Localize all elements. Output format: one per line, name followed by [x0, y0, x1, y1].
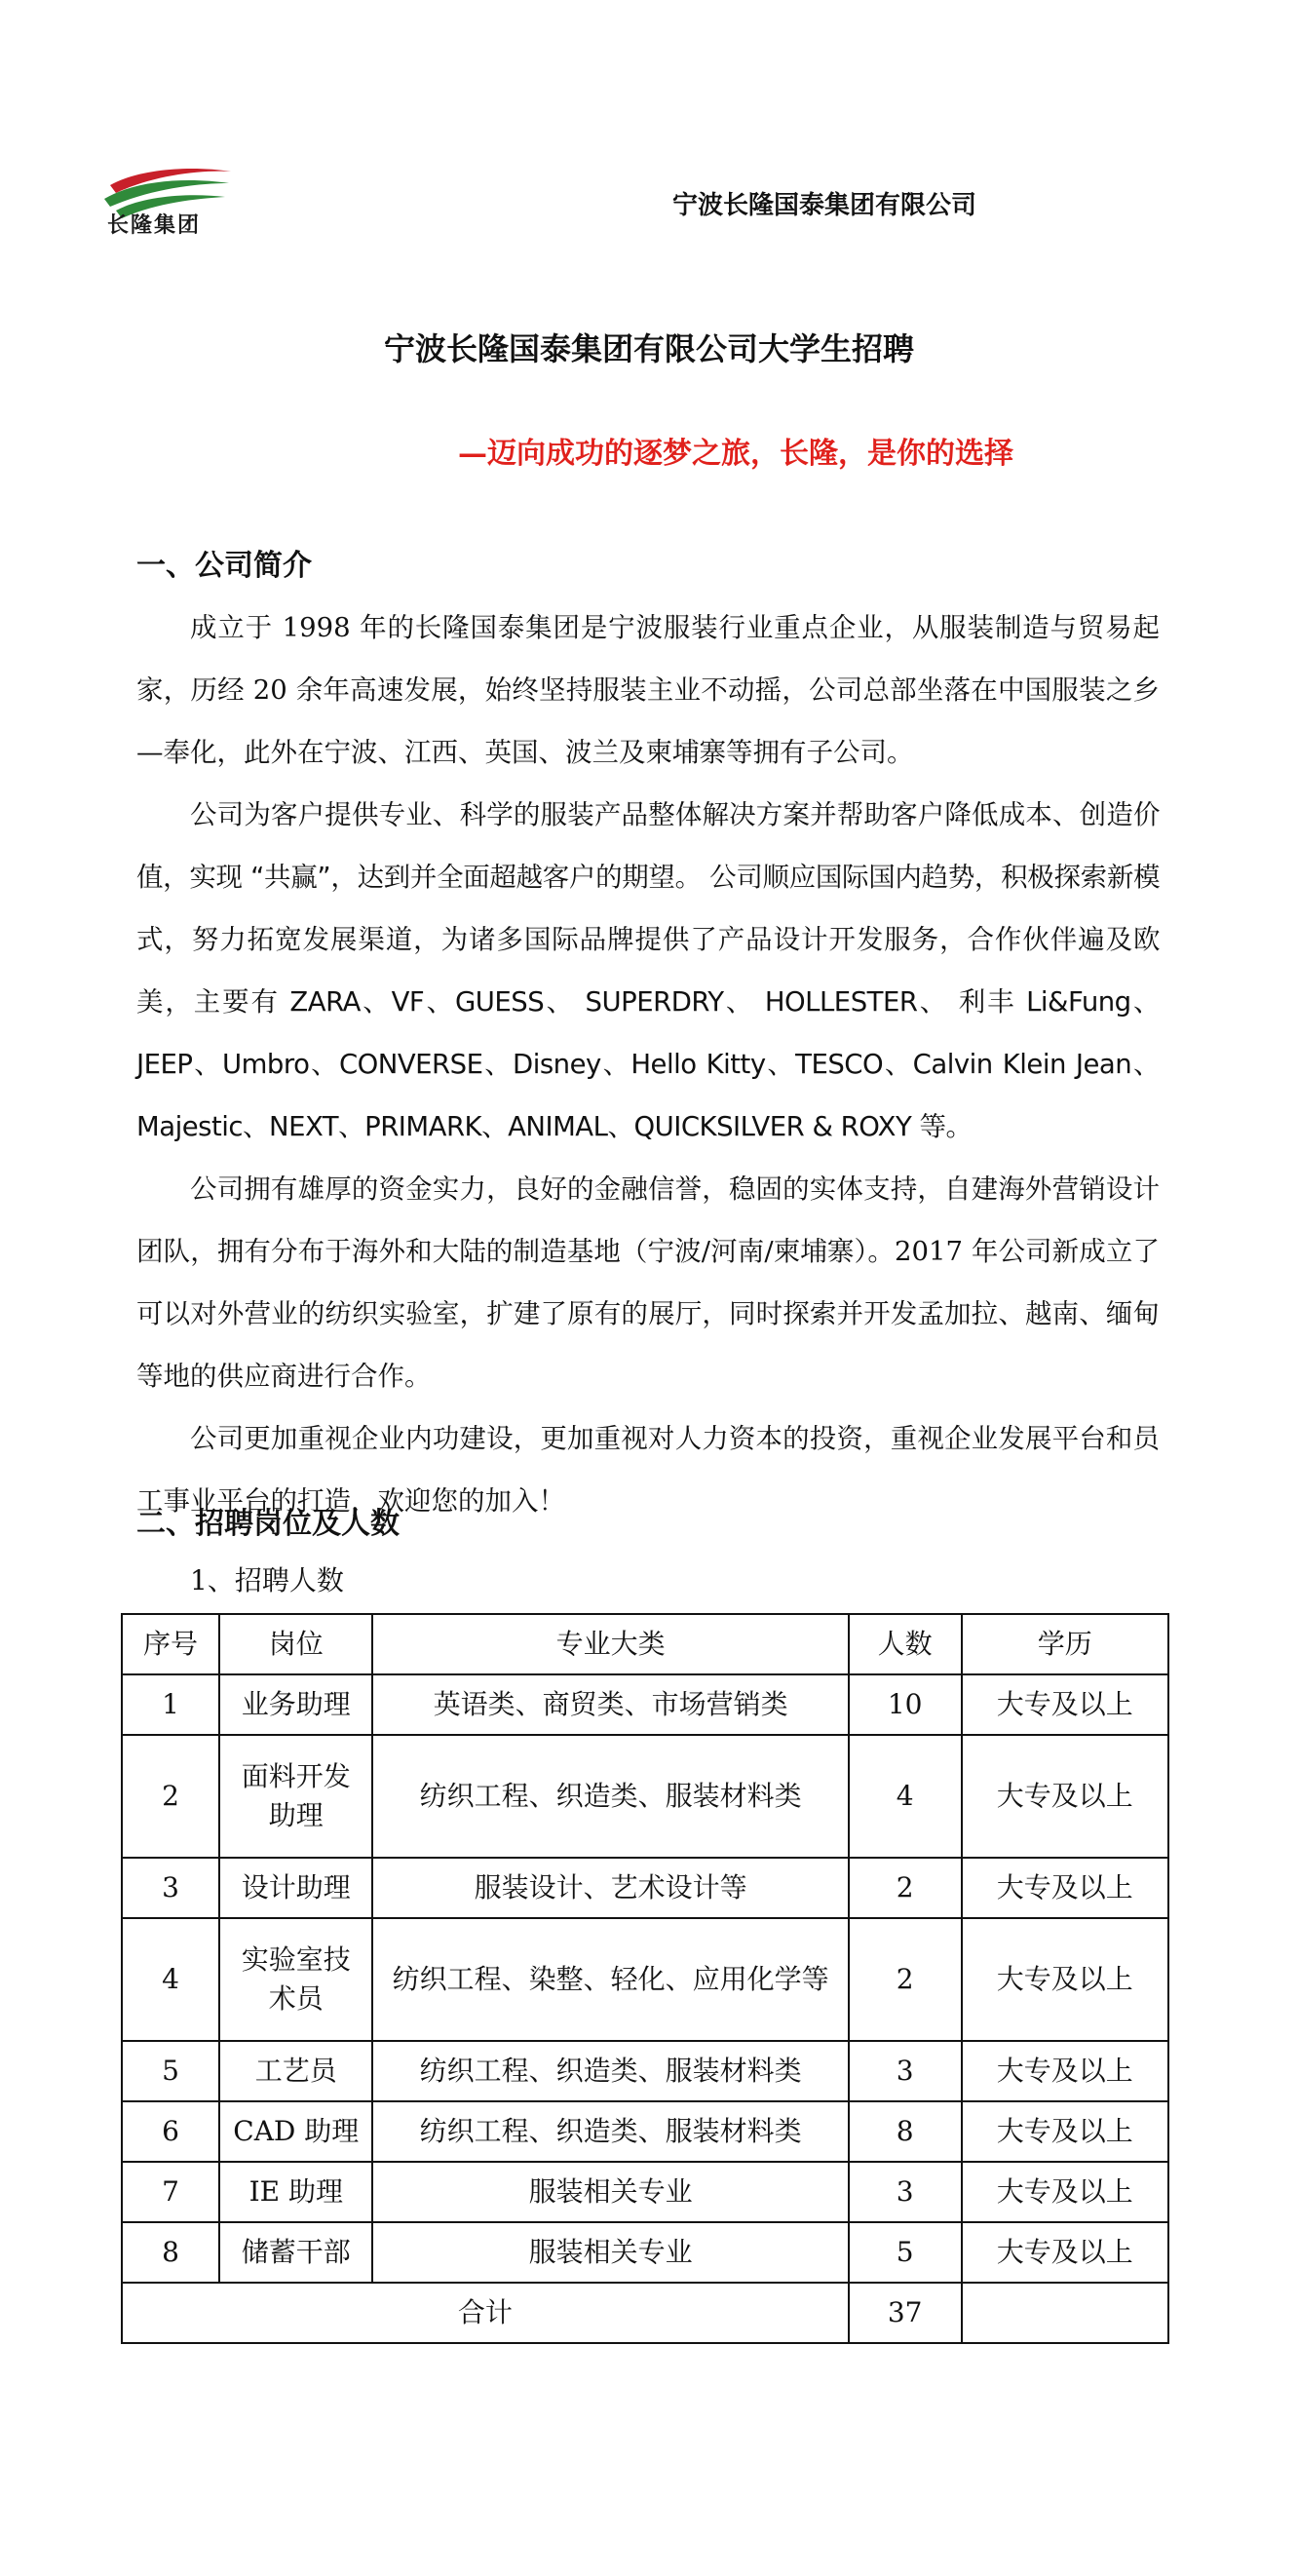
cell-education: 大专及以上 [962, 2101, 1168, 2162]
cell-no: 6 [122, 2101, 219, 2162]
header-count: 人数 [849, 1614, 962, 1674]
cell-count: 4 [849, 1735, 962, 1858]
section-heading-recruitment: 二、招聘岗位及人数 [136, 1507, 400, 1541]
intro-paragraph: 公司为客户提供专业、科学的服装产品整体解决方案并帮助客户降低成本、创造价值，实现 “共赢”，达到并全面超越客户的期望。 公司顺应国际国内趋势，积极探索新模式，努力拓宽发展渠道，为诸多国际品牌提供了产品设计开发服务，合作伙伴遍及欧美，主要有 ZARA、VF、GUESS、 SUPERDRY、 HOLLESTER、 利丰 Li&Fung、JEEP、Umbro、CONVERSE、Disney、Hello Kitty、TESCO、Calvin Klein Jean、Majestic、NEXT、PRIMARK、ANIMAL、QUICKSILVER & ROXY 等。 [136, 799, 1160, 1142]
document-subtitle: —迈向成功的逐梦之旅，长隆，是你的选择 [458, 437, 1013, 471]
cell-education: 大专及以上 [962, 1674, 1168, 1735]
cell-count: 10 [849, 1674, 962, 1735]
cell-major: 纺织工程、织造类、服装材料类 [372, 2101, 848, 2162]
cell-position: 工艺员 [219, 2041, 372, 2101]
sub-heading-headcount: 1、招聘人数 [190, 1564, 344, 1596]
cell-position: 业务助理 [219, 1674, 372, 1735]
cell-education: 大专及以上 [962, 1858, 1168, 1918]
cell-major: 纺织工程、织造类、服装材料类 [372, 1735, 848, 1858]
cell-position: 实验室技术员 [219, 1918, 372, 2041]
cell-position: CAD 助理 [219, 2101, 372, 2162]
cell-position: IE 助理 [219, 2162, 372, 2222]
cell-no: 4 [122, 1918, 219, 2041]
table-row [122, 2162, 1168, 2222]
cell-education: 大专及以上 [962, 2041, 1168, 2101]
cell-no: 3 [122, 1858, 219, 1918]
table-row [122, 2222, 1168, 2283]
table-row [122, 2101, 1168, 2162]
cell-count: 3 [849, 2162, 962, 2222]
table-row [122, 1918, 1168, 2041]
cell-no: 7 [122, 2162, 219, 2222]
intro-paragraph: 公司拥有雄厚的资金实力，良好的金融信誉，稳固的实体支持，自建海外营销设计团队，拥有分布于海外和大陆的制造基地（宁波/河南/柬埔寨）。2017 年公司新成立了可以对外营业的纺织实验室，扩建了原有的展厅，同时探索并开发孟加拉、越南、缅甸等地的供应商进行合作。 [136, 1173, 1160, 1392]
cell-position: 储蓄干部 [219, 2222, 372, 2283]
cell-position: 设计助理 [219, 1858, 372, 1918]
cell-count: 2 [849, 1918, 962, 2041]
cell-no: 2 [122, 1735, 219, 1858]
cell-count: 2 [849, 1858, 962, 1918]
cell-no: 8 [122, 2222, 219, 2283]
table-row [122, 2041, 1168, 2101]
cell-education: 大专及以上 [962, 2222, 1168, 2283]
cell-total-label: 合计 [122, 2283, 849, 2343]
cell-major: 纺织工程、染整、轻化、应用化学等 [372, 1918, 848, 2041]
cell-education: 大专及以上 [962, 1918, 1168, 2041]
document-title: 宁波长隆国泰集团有限公司大学生招聘 [383, 330, 914, 367]
cell-major: 服装设计、艺术设计等 [372, 1858, 848, 1918]
cell-total-count: 37 [849, 2283, 962, 2343]
cell-count: 8 [849, 2101, 962, 2162]
cell-no: 5 [122, 2041, 219, 2101]
table-row [122, 1858, 1168, 1918]
header-position: 岗位 [219, 1614, 372, 1674]
cell-education: 大专及以上 [962, 1735, 1168, 1858]
cell-count: 3 [849, 2041, 962, 2101]
header-education: 学历 [962, 1614, 1168, 1674]
table-row [122, 1674, 1168, 1735]
cell-major: 纺织工程、织造类、服装材料类 [372, 2041, 848, 2101]
logo-text: 长隆集团 [107, 213, 202, 238]
cell-total-education [962, 2283, 1168, 2343]
cell-position: 面料开发助理 [219, 1735, 372, 1858]
cell-no: 1 [122, 1674, 219, 1735]
header-no: 序号 [122, 1614, 219, 1674]
section-heading-intro: 一、公司简介 [136, 549, 312, 583]
intro-body [136, 596, 1160, 1532]
table-row [122, 1735, 1168, 1858]
cell-count: 5 [849, 2222, 962, 2283]
cell-major: 服装相关专业 [372, 2222, 848, 2283]
header-major: 专业大类 [372, 1614, 848, 1674]
cell-major: 服装相关专业 [372, 2162, 848, 2222]
header-company-name: 宁波长隆国泰集团有限公司 [672, 191, 977, 220]
cell-major: 英语类、商贸类、市场营销类 [372, 1674, 848, 1735]
table-total-row [122, 2283, 1168, 2343]
recruitment-table [121, 1613, 1169, 2344]
cell-education: 大专及以上 [962, 2162, 1168, 2222]
intro-paragraph: 成立于 1998 年的长隆国泰集团是宁波服装行业重点企业，从服装制造与贸易起家，历经 20 余年高速发展，始终坚持服装主业不动摇，公司总部坐落在中国服装之乡—奉化，此外在宁波、江西、英国、波兰及柬埔寨等拥有子公司。 [136, 612, 1160, 768]
intro-paragraph: 公司更加重视企业内功建设，更加重视对人力资本的投资，重视企业发展平台和员工事业平台的打造，欢迎您的加入！ [136, 1423, 1160, 1517]
table-header-row [122, 1614, 1168, 1674]
